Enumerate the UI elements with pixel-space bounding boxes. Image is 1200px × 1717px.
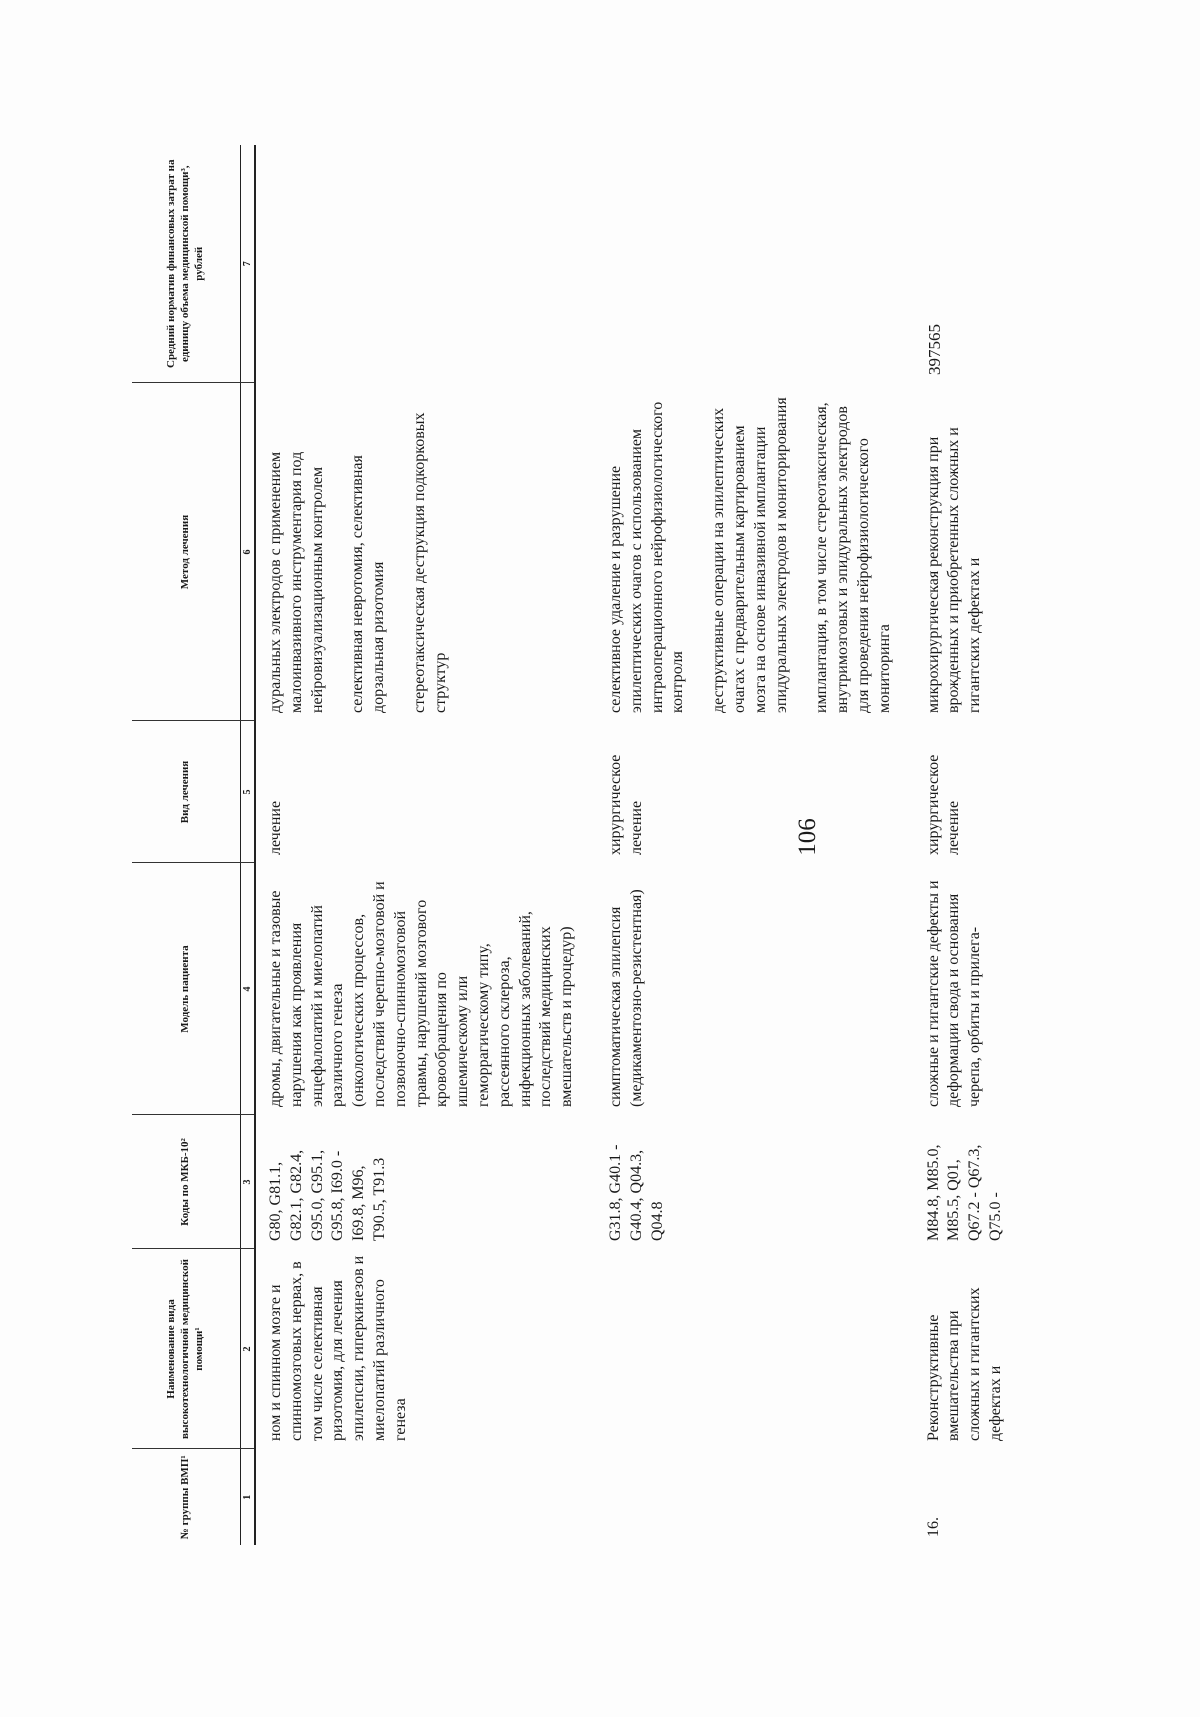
vmp-name — [596, 1249, 914, 1449]
column-number-row — [241, 145, 256, 1545]
treatment-methods — [255, 383, 596, 721]
column-number: 1 — [241, 1449, 256, 1545]
table-row — [255, 145, 596, 1545]
treatment-method: селективное удаление и разрушение эпилептических очагов с использованием интраоперационного нейрофизиологического контроля — [606, 401, 687, 713]
patient-model: сложные и гигантские дефекты и деформации свода и основания черепа, орбиты и прилега- — [924, 880, 984, 1107]
cost-standard: 397565 — [924, 324, 944, 375]
column-number: 5 — [241, 721, 256, 863]
header-icd-codes: Коды по МКБ-10² — [132, 1115, 241, 1249]
treatment-type: хирургическое лечение — [606, 754, 645, 855]
header-treatment-method: Метод лечения — [132, 383, 241, 721]
vmp-name: Реконструктивные вмешательства при сложных и гигантских дефектах и — [924, 1287, 1004, 1441]
icd-codes: G31.8, G40.1 - G40.4, Q04.3, Q04.8 — [606, 1144, 666, 1241]
treatment-method: деструктивные операции на эпилептических очагах с предварительным картированием мозга на основе инвазивной имплантации эпидуральных электродов и мониторирования — [710, 397, 790, 713]
header-treatment-type: Вид лечения — [132, 721, 241, 863]
rotated-table-area — [132, 145, 1112, 1545]
column-number: 7 — [241, 145, 256, 383]
treatment-methods — [596, 383, 914, 721]
header-cost-standard: Средний норматив финансовых затрат на единицу объема медицинской помощи³, рублей — [132, 145, 241, 383]
column-number: 2 — [241, 1249, 256, 1449]
cost-standard — [255, 145, 596, 383]
treatment-method: дуральных электродов с применением малоинвазивного инструментария под нейровизуализационным контролем — [267, 451, 326, 713]
vmp-table — [132, 145, 1025, 1545]
table-row — [596, 145, 914, 1545]
icd-codes: M84.8, M85.0, M85.5, Q01, Q67.2 - Q67.3, Q75.0 - — [924, 1144, 1004, 1241]
treatment-method: селективная невротомия, селективная дорзальная ризотомия — [349, 455, 388, 713]
icd-codes: G80, G81.1, G82.1, G82.4, G95.0, G95.1, G95.8, I69.0 - I69.8, M96, T90.5, T91.3 — [267, 1149, 388, 1241]
table-header-row — [132, 145, 241, 1545]
header-vmp-name: Наименование вида высокотехнологичной медицинской помощи¹ — [132, 1249, 241, 1449]
treatment-methods — [914, 383, 1025, 721]
column-number: 3 — [241, 1115, 256, 1249]
page-number: 106 — [794, 818, 821, 856]
cost-standard — [596, 145, 914, 383]
column-number: 4 — [241, 863, 256, 1115]
patient-model: симптоматическая эпилепсия (медикаментозно-резистентная) — [606, 889, 645, 1107]
column-number: 6 — [241, 383, 256, 721]
group-number — [255, 1449, 596, 1545]
group-number — [596, 1449, 914, 1545]
patient-model: дромы, двигательные и тазовые нарушения как проявления энцефалопатий и миелопатий различного генеза (онкологических процессов, последствий черепно-мозговой и позвоночно-спинномозговой травмы, нарушений мозгового кровообращения по ишемическому или геморрагическому типу, рассеянного склероза, инфекционных заболеваний, последствий медицинских вмешательств и процедур) — [267, 881, 576, 1107]
header-patient-model: Модель пациента — [132, 863, 241, 1115]
vmp-name: ном и спинном мозге и спинномозговых нервах, в том числе селективная ризотомия, для лечения эпилепсии, гиперкинезов и миелопатий различного генеза — [267, 1255, 409, 1441]
header-group-number: № группы ВМП¹ — [179, 1455, 192, 1540]
table-row — [914, 145, 1025, 1545]
treatment-method: имплантация, в том числе стереотаксическая, внутримозговых и эпидуральных электродов для проведения нейрофизиологического мониторинга — [813, 402, 893, 713]
treatment-type: лечение — [267, 800, 284, 855]
treatment-method: микрохирургическая реконструкция при врожденных и приобретенных сложных и гигантских дефектах и — [924, 427, 984, 713]
treatment-method: стереотаксическая деструкция подкорковых структур — [410, 412, 449, 713]
treatment-type: хирургическое лечение — [924, 754, 963, 855]
group-number: 16. — [924, 1517, 942, 1537]
